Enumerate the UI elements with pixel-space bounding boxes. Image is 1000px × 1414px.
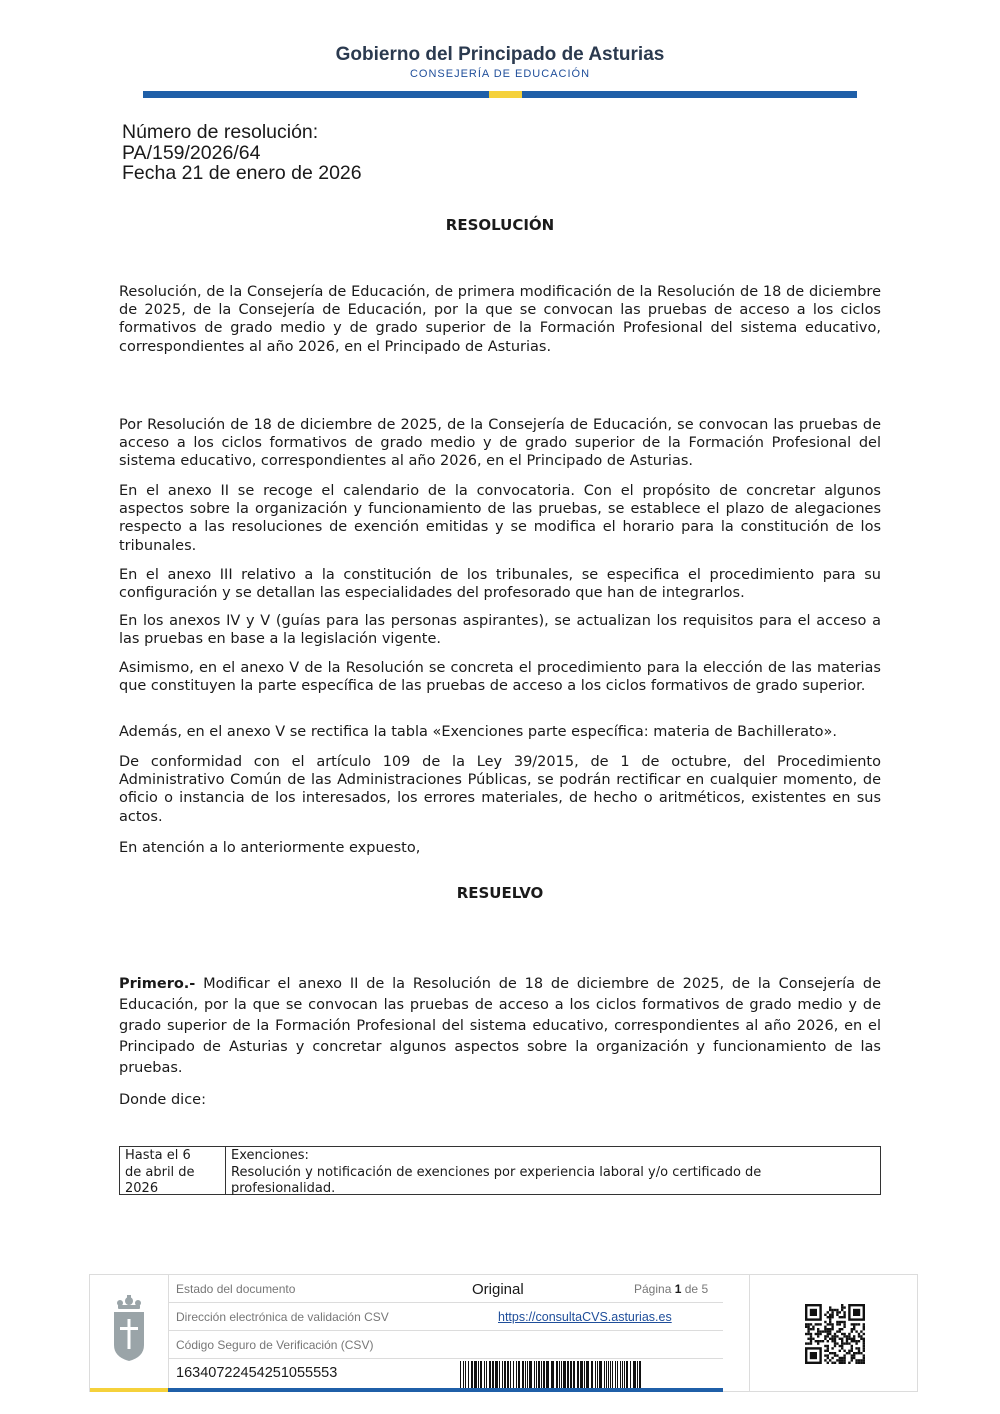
footer-emblem-cell — [90, 1275, 169, 1392]
table-desc-line: Resolución y notificación de exenciones por experiencia laboral y/o certificado de — [231, 1164, 762, 1180]
csv-url-label: Dirección electrónica de validación CSV — [176, 1310, 389, 1324]
resolution-meta — [122, 122, 362, 184]
footer-blue-bar — [168, 1388, 723, 1392]
resolution-date: Fecha 21 de enero de 2026 — [122, 162, 362, 184]
body-paragraph-2: En el anexo II se recoge el calendario de la convocatoria. Con el propósito de concretar algunos aspectos sobre la organización y funcionamiento de las pruebas, se establece el plazo de alegaciones respecto a las resoluciones de exención emitidas y se modifica el horario para la constitución de los tribunales. — [119, 483, 881, 554]
page-total: 5 — [701, 1282, 709, 1296]
body-paragraph-7: De conformidad con el artículo 109 de la Ley 39/2015, de 1 de octubre, del Procedimiento Administrativo Común de las Administraciones Públicas, se podrán rectificar en cualquier momento, de oficio o instancia de los interesados, los errores materiales, de hecho o aritméticos, existentes en sus actos. — [119, 754, 881, 825]
footer-yellow-bar — [90, 1388, 168, 1392]
table-date-cell — [120, 1147, 226, 1194]
heading-resolucion: RESOLUCIÓN — [445, 216, 555, 234]
qr-code-image — [805, 1304, 865, 1364]
footer-row-csv-url — [168, 1303, 723, 1331]
validation-footer — [89, 1274, 918, 1392]
header-band-accent — [489, 91, 522, 98]
footer-info — [168, 1275, 723, 1392]
table-date-line: de abril de — [125, 1164, 195, 1180]
body-paragraph-6: Además, en el anexo V se rectifica la tabla «Exenciones parte específica: materia de Bachillerato». — [119, 724, 837, 740]
header-band — [143, 91, 857, 98]
estado-value: Original — [472, 1281, 524, 1298]
csv-url-link[interactable]: https://consultaCVS.asturias.es — [498, 1310, 672, 1324]
page-indicator — [634, 1282, 708, 1296]
ministry-subtitle: CONSEJERÍA DE EDUCACIÓN — [409, 68, 591, 80]
heading-resuelvo: RESUELVO — [456, 884, 544, 902]
primero-paragraph — [119, 974, 881, 1079]
body-paragraph-3: En el anexo III relativo a la constitución de los tribunales, se especifica el procedimiento para su configuración y se detallan las especialidades del profesorado que han de integrarlos. — [119, 567, 881, 602]
body-paragraph-8: En atención a lo anteriormente expuesto, — [119, 840, 421, 856]
resolution-number-label: Número de resolución: — [122, 121, 319, 143]
table-date-line: 2026 — [125, 1181, 159, 1196]
body-paragraph-1: Por Resolución de 18 de diciembre de 2025, de la Consejería de Educación, se convocan las pruebas de acceso a los ciclos formativos de grado medio y de grado superior de la Formación Profesional del sistema educativo, correspondientes al año 2026, en el Principado de Asturias. — [119, 417, 881, 470]
table-desc-line: profesionalidad. — [231, 1181, 336, 1196]
footer-row-csv-label — [168, 1331, 723, 1359]
page-sep: de — [684, 1282, 699, 1296]
donde-dice: Donde dice: — [119, 1092, 206, 1108]
primero-text: Modificar el anexo II de la Resolución de 18 de diciembre de 2025, de la Consejería de Educación, por la que se convocan las pruebas de acceso a los ciclos formativos de grado medio y de grado superior de la Formación Profesional del sistema educativo, correspondientes al año 2026, en el Principado de Asturias y concretar algunos aspectos sobre la organización y funcionamiento de las pruebas. — [119, 976, 881, 1076]
footer-row-csv-code — [168, 1359, 723, 1387]
page-current: 1 — [674, 1282, 682, 1296]
body-paragraph-4: En los anexos IV y V (guías para las personas aspirantes), se actualizan los requisitos para el acceso a las pruebas en base a la legislación vigente. — [119, 613, 881, 648]
table-desc-title: Exenciones: — [231, 1148, 309, 1163]
csv-code-label: Código Seguro de Verificación (CSV) — [176, 1338, 374, 1352]
resolution-number: PA/159/2026/64 — [122, 141, 261, 164]
summary-paragraph: Resolución, de la Consejería de Educación, de primera modificación de la Resolución de 18 de diciembre de 2025, de la Consejería de Educación, por la que se convocan las pruebas de acceso a los ciclos formativos de grado medio y de grado superior de la Formación Profesional del sistema educativo, correspondientes al año 2026, en el Principado de Asturias. — [119, 284, 881, 355]
calendar-table — [119, 1146, 881, 1195]
csv-code: 16340722454251055553 — [176, 1365, 338, 1381]
page-prefix: Página — [634, 1282, 672, 1296]
estado-label: Estado del documento — [176, 1282, 296, 1296]
body-paragraph-5: Asimismo, en el anexo V de la Resolución se concreta el procedimiento para la elección de las materias que constituyen la parte específica de las pruebas de acceso a los ciclos formativos de grado superior. — [119, 660, 881, 695]
footer-qr-cell — [749, 1275, 919, 1392]
table-date-line: Hasta el 6 — [125, 1148, 191, 1163]
table-desc-cell — [226, 1147, 880, 1194]
footer-row-estado — [168, 1275, 723, 1303]
primero-label: Primero.- — [119, 976, 196, 992]
barcode-image — [458, 1361, 642, 1389]
asturias-emblem-icon — [90, 1275, 168, 1388]
government-title: Gobierno del Principado de Asturias — [335, 44, 665, 65]
